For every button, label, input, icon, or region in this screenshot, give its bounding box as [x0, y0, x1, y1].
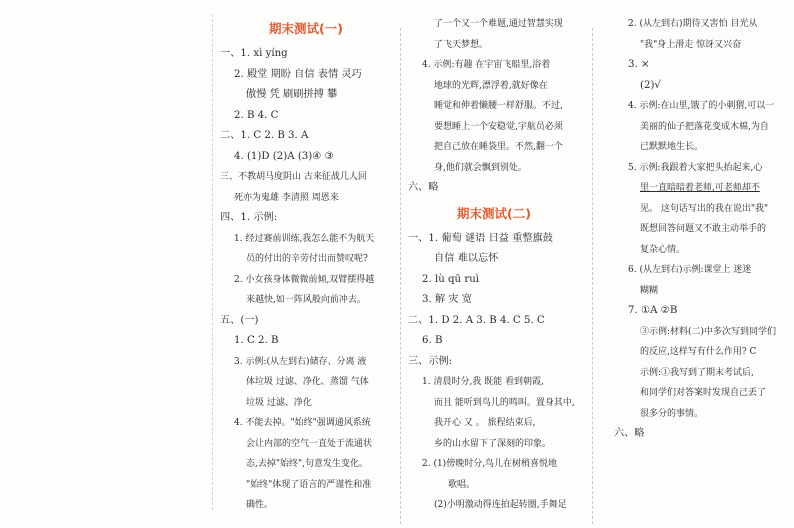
answer-line: 2. 小女孩身体微微前倾,双臂摆得越 — [234, 274, 375, 285]
answer-line: 要想睡上一个安稳觉,宇航员必须 — [434, 121, 563, 132]
answer-line: 2. 殿堂 期盼 自信 表情 灵巧 — [234, 68, 362, 80]
answer-line: 身,他们就会飘到别处。 — [434, 162, 527, 173]
answer-line: 1. C 2. B — [234, 335, 279, 346]
answer-line: 3. 解 灾 宽 — [422, 294, 472, 305]
answer-line: 傲慢 凭 刷刷拼搏 攀 — [246, 89, 338, 100]
page-left-edge — [212, 14, 213, 510]
answer-line: 6. (从左到右)示例:课堂上 迷迷 — [628, 265, 752, 275]
answer-line: 四、1. 示例: — [220, 212, 278, 223]
answer-line: 地球的光辉,漂浮着,就好像在 — [434, 80, 548, 91]
answer-line: 2. (1)傍晚时分,鸟儿在树梢喜悦地 — [422, 459, 558, 469]
answer-line: 3. × — [628, 59, 650, 70]
answer-line: 会让内部的空气一直处于流通状 — [246, 438, 373, 449]
answer-line: 2. B 4. C — [234, 109, 279, 121]
answer-line: 很多分的事情。 — [640, 408, 704, 419]
answer-page — [214, 14, 794, 514]
answer-line: 歌唱。 — [448, 479, 476, 490]
answer-line: 4. 不能去掉。"始终"强调通风系统 — [234, 418, 371, 428]
answer-line: 员的付出的辛劳付出而赞叹呢? — [246, 254, 368, 264]
answer-line: (2)小明激动得连拍起转圈,手舞足 — [434, 500, 567, 510]
answer-line: 二、1. C 2. B 3. A — [220, 130, 309, 141]
answer-line: 六、略 — [614, 428, 645, 439]
answer-line: 糊糊 — [640, 285, 659, 296]
test-1-title: 期末测试(一) — [269, 21, 343, 36]
answer-line: 既想回答问题又不敢主动举手的 — [640, 224, 767, 234]
answer-line: 复杂心情。 — [640, 244, 686, 255]
answer-line: 和同学们对答案时发现自己丢了 — [640, 388, 767, 398]
answer-line: 了一个又一个难题,通过智慧实现 — [434, 19, 563, 29]
answer-line: (2)√ — [640, 79, 661, 91]
answer-line: 六、略 — [408, 182, 439, 193]
column-1 — [220, 14, 392, 514]
answer-line: 而且 能听到鸟儿的鸣叫。置身其中, — [434, 397, 575, 408]
answer-line: 五、(一) — [220, 314, 259, 326]
answer-line: 我开心 又 。 旅程结束后, — [434, 418, 536, 428]
answer-line: 见。 这句话写出的我在说出"我" — [640, 203, 769, 214]
answer-line: "始终"体现了语言的严谨性和准 — [246, 479, 372, 490]
answer-line: 一、1. xì yíng — [220, 48, 288, 59]
test-2-title: 期末测试(二) — [457, 205, 531, 221]
answer-line: 美丽的仙子把落花变成木棉,为自 — [640, 121, 769, 132]
column-divider — [400, 28, 401, 524]
answer-line: "我"身上滑走 惊讶又兴奋 — [640, 39, 742, 50]
answer-line: 体垃圾 过滤、净化、蒸馏 气体 — [246, 377, 369, 387]
answer-line: 睡觉和伸着懒腰一样舒服。不过, — [434, 101, 563, 111]
answer-line: 乡的山水留下了深刻的印象。 — [434, 438, 552, 449]
answer-line: 的反应,这样写有什么作用? C — [640, 347, 757, 357]
answer-line: 1. 经过赛前训练,我怎么能不为航天 — [234, 233, 375, 244]
answer-line: 态,去掉"始终",句意发生变化。 — [246, 459, 369, 469]
answer-line: 示例:①我写到了期末考试后, — [640, 367, 754, 378]
answer-line: 7. ①A ②B — [628, 305, 678, 316]
answer-line: 里一直暗暗着老师,可老师却不 — [640, 183, 760, 193]
column-divider — [592, 28, 593, 524]
answer-line: 2. (从左到右)期待又害怕 目光从 — [628, 19, 758, 29]
answer-line: 了飞天梦想。 — [434, 39, 489, 50]
answer-line: 垃圾 过滤、净化 — [246, 397, 312, 408]
answer-line: ③示例:材料(二)中多次写到同学们 — [640, 326, 777, 337]
answer-line: 确性。 — [246, 500, 274, 510]
answer-line: 4. (1)D (2)A (3)④ ③ — [234, 150, 334, 162]
answer-line: 把自己放在睡袋里。不然,翻一个 — [434, 142, 563, 152]
answer-line: 4. 示例:在山里,饿了的小刺猬,可以一 — [628, 101, 775, 111]
answer-line: 三、不教胡马度阴山 古来征战几人回 — [220, 172, 367, 182]
answer-line: 二、1. D 2. A 3. B 4. C 5. C — [408, 314, 545, 326]
answer-line: 一、1. 葡萄 谜语 日益 重整旗鼓 — [408, 232, 553, 244]
answer-line: 自信 难以忘怀 — [434, 253, 499, 264]
answer-line: 已默默地生长。 — [640, 142, 704, 152]
answer-line: 5. 示例:我跟着大家把头抬起来,心 — [628, 162, 763, 173]
answer-line: 1. 清晨时分,我 既能 看到朝霞, — [422, 377, 544, 387]
answer-line: 6. B — [422, 335, 443, 346]
answer-line: 4. 示例:有趣 在宇宙飞船里,浴着 — [422, 60, 551, 70]
column-3 — [614, 14, 794, 514]
column-2 — [408, 14, 580, 514]
answer-line: 3. 示例:(从左到右)储存、分离 液 — [234, 356, 367, 367]
answer-line: 三、示例: — [408, 355, 453, 367]
answer-line: 来越快,如一阵风般向前冲去。 — [246, 295, 366, 305]
answer-line: 死亦为鬼雄 李清照 周恩来 — [234, 192, 339, 203]
answer-line: 2. lù qū ruì — [422, 273, 480, 285]
